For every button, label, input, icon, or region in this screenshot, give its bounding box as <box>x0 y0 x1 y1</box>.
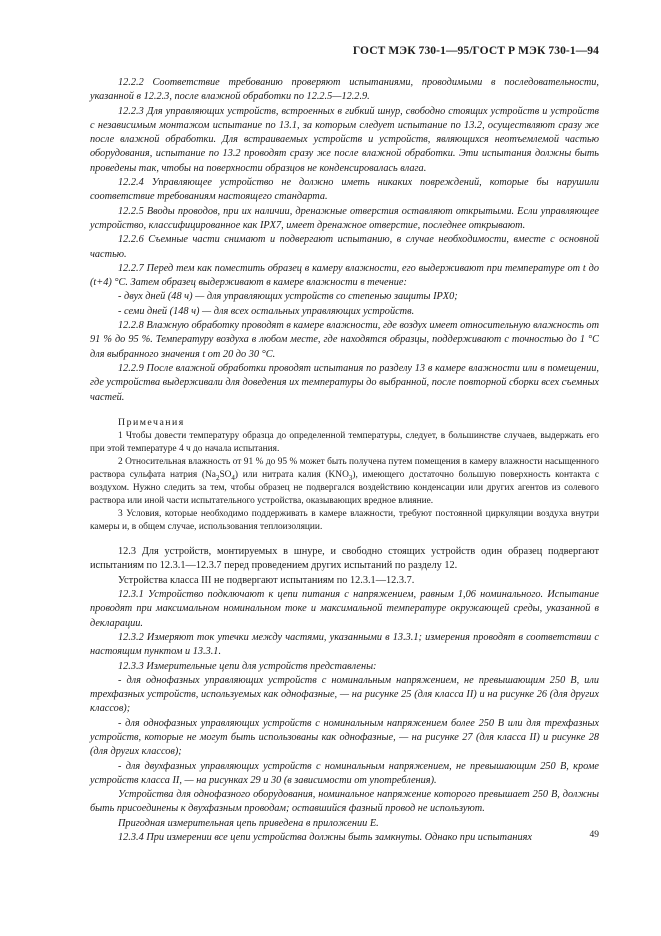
page-header: ГОСТ МЭК 730-1—95/ГОСТ Р МЭК 730-1—94 <box>352 45 599 57</box>
paragraph-12-2-2: 12.2.2 Соответствие требованию проверяют испытаниями, проводимыми в последовательности, указанной в 12.2.3, после влажной обработки по 12.2.5—12.2.9. <box>90 77 599 103</box>
note-2-sub-2: 4 <box>231 474 235 482</box>
paragraph-single-phase-equipment: Устройства для однофазного оборудования, номинальное напряжение которого превышает 250 В, должны быть присоединены к двухфазным проводам; оставшийся фазный провод не используют. <box>90 789 599 815</box>
paragraph-12-2-5: 12.2.5 Вводы проводов, при их наличии, дренажные отверстия оставляют открытыми. Если управляющее устройство, классифицированное как IPX7, имеет дренажное отверстие, последнее открывают. <box>90 205 599 231</box>
page-number: 49 <box>589 830 599 840</box>
note-2-text-c: ) или нитрата калия (KNO <box>234 470 349 481</box>
spacer <box>90 405 599 416</box>
notes-title: Примечания <box>118 416 185 428</box>
note-2-sub-3: 3 <box>348 474 353 482</box>
paragraph-12-3-2: 12.3.2 Измеряют ток утечки между частями, указанными в 13.3.1; измерения проводят в соответствии с настоящим пунктом и 13.3.1. <box>90 631 599 658</box>
page-body <box>90 76 599 845</box>
paragraph-12-3-1: 12.3.1 Устройство подключают к цепи питания с напряжением, равным 1,06 номинального. Испытание проводят при максимальном номинальном токе и максимальной температуре окружающей среды, указанной в декларации. <box>90 589 599 629</box>
paragraph-12-2-9: 12.2.9 После влажной обработки проводят испытания по разделу 13 в камере влажности или в помещении, где устройства выдерживали для доведения их температуры до выбранной, после повторной сборки всех съемных частей. <box>90 362 599 403</box>
list-item-seven-days: - семи дней (148 ч) — для всех остальных управляющих устройств. <box>118 305 415 317</box>
note-3: 3 Условия, которые необходимо поддерживать в камере влажности, требуют постоянной циркуляции воздуха внутри камеры и, в общем случае, использования теплоизоляции. <box>90 509 599 533</box>
paragraph-12-3-4: 12.3.4 При измерении все цепи устройства должны быть замкнуты. Однако при испытаниях <box>118 832 532 844</box>
paragraph-12-2-4: 12.2.4 Управляющее устройство не должно иметь никаких повреждений, которые бы нарушили соответствие требованиям настоящего стандарта. <box>90 177 599 203</box>
paragraph-12-2-6: 12.2.6 Съемные части снимают и подвергают испытанию, в случае необходимости, вместе с основной частью. <box>90 234 599 260</box>
paragraph-appendix-e: Пригодная измерительная цепь приведена в приложении Е. <box>118 817 379 829</box>
list-item-single-phase-above-250: - для однофазных управляющих устройств с номинальным напряжением более 250 В или для трехфазных устройств, которые не могут быть использованы как однофазные, — на рисунке 27 (для класса II) и рисунке 28 (для других классов); <box>90 717 599 758</box>
note-2-sub-1: 2 <box>215 474 220 482</box>
list-item-two-days: - двух дней (48 ч) — для управляющих устройств со степенью защиты IPX0; <box>118 291 458 303</box>
paragraph-12-3: 12.3 Для устройств, монтируемых в шнуре, и свободно стоящих устройств один образец подвергают испытаниям по 12.3.1—12.3.7 перед проведением других испытаний по разделу 12. <box>90 546 599 572</box>
note-2-text-a: 2 Относительная влажность от 91 % до 95 % может быть получена путем помещения в камеру влажности насыщенного раствора сульфата натрия (Na <box>90 457 599 481</box>
paragraph-12-2-3: 12.2.3 Для управляющих устройств, встроенных в гибкий шнур, свободно стоящих устройств и устройств с независимым монтажом испытание по 13.1, за которым следует испытание по 13.2, осуществляют сразу же после влажной обработки. Для встраиваемых устройств и устройств, являющихся неотъемлемой частью оборудования, испытание по 13.2 проводят сразу же после влажной обработки. Эти испытания должны быть проведены так, чтобы на поверхности образцов не конденсировалась влага. <box>90 105 599 174</box>
list-item-single-phase-250: - для однофазных управляющих устройств с номинальным напряжением, не превышающим 250 В, или трехфазных устройств, используемых как однофазные, — на рисунке 25 (для класса II) и на рисунке 26 (для других классов); <box>90 674 599 715</box>
paragraph-class-iii: Устройства класса III не подвергают испытаниям по 12.3.1—12.3.7. <box>118 574 415 586</box>
note-2-text-b: SO <box>219 470 232 481</box>
paragraph-12-2-7: 12.2.7 Перед тем как поместить образец в камеру влажности, его выдерживают при температуре от t до (t+4) °С. Затем образец выдерживают в камере влажности в течение: <box>90 262 599 289</box>
note-1: 1 Чтобы довести температуру образца до определенной температуры, следует, в большинстве случаев, выдержать его при этой температуре 4 ч до начала испытания. <box>90 431 599 455</box>
note-2 <box>90 456 599 508</box>
paragraph-12-2-8: 12.2.8 Влажную обработку проводят в камере влажности, где воздух имеет относительную влажность от 91 % до 95 %. Температуру воздуха в любом месте, где находятся образцы, поддерживают с точностью до 1 °С для выбранного значения t от 20 до 30 °С. <box>90 320 599 360</box>
paragraph-12-3-3: 12.3.3 Измерительные цепи для устройств представлены: <box>118 660 377 672</box>
spacer <box>90 534 599 545</box>
note-2-text-d: ), имеющего достаточно большую поверхность контакта с воздухом. Нужно следить за тем, чтобы образец не подвергался воздействию конденсации или других агентов из солевого раствора или иной части испытательного устройства, оказывающих вредное влияние. <box>90 470 600 507</box>
list-item-two-phase: - для двухфазных управляющих устройств с номинальным напряжением, не превышающим 250 В, кроме устройств класса II, — на рисунках 29 и 30 (в зависимости от употребления). <box>90 760 599 786</box>
